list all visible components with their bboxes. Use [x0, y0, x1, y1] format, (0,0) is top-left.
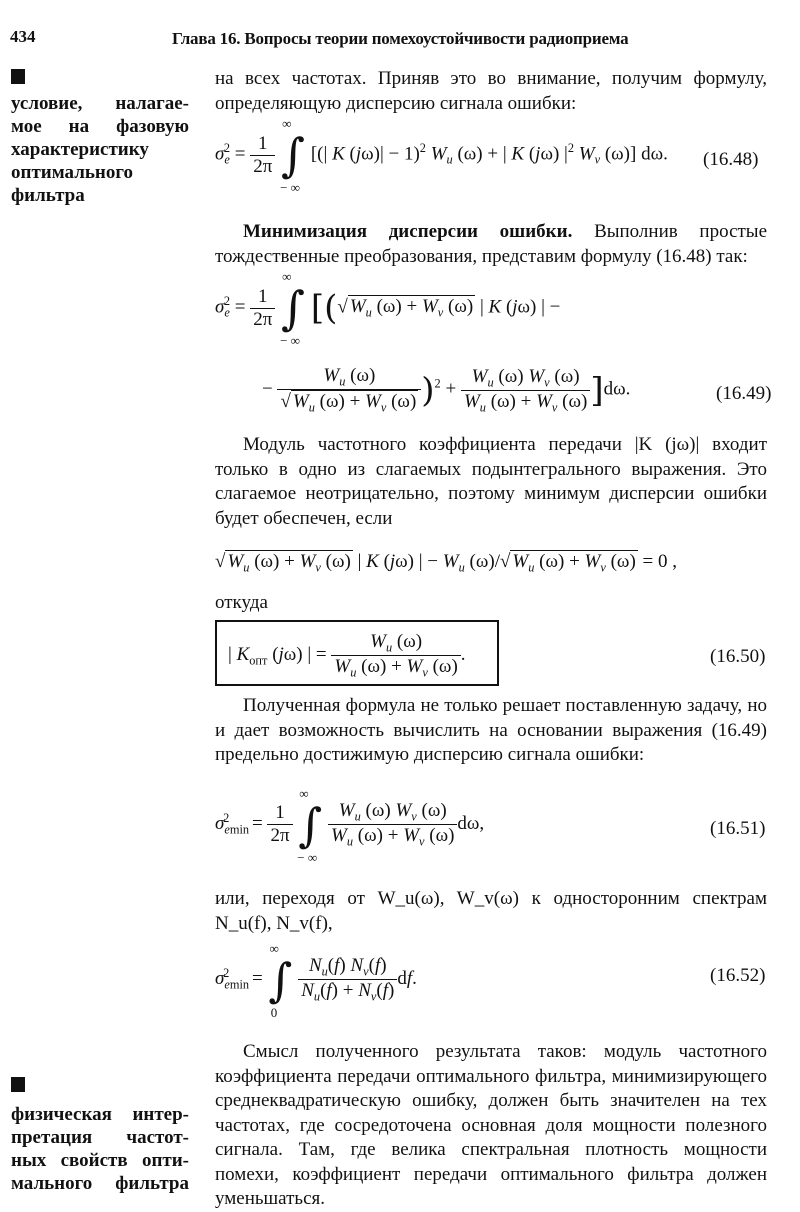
- running-title: Глава 16. Вопросы теории помехоустойчивости радиоприема: [172, 29, 629, 48]
- equation-16-51: $\sigma_{emin}^2$ = $\frac{1}{2\pi}$ ∞ ∫ − ∞ $\frac{W_u (\omega) W_v (\omega)}{W_u (\omega) + W_v (\omega)}$ dω,: [215, 785, 485, 865]
- page-number: 434: [10, 27, 36, 46]
- margin-note-line: физическая интер-: [11, 1104, 189, 1125]
- paragraph-result: Полученная формула не только решает поставленную задачу, но и дает возможность вычислить на основании выражения (16.49) предельно достижимую дисперсию сигнала ошибки:: [215, 695, 767, 765]
- margin-marker-square: [11, 1077, 25, 1092]
- margin-marker-square: [11, 69, 25, 84]
- margin-note-phase: [11, 92, 189, 207]
- equation-number: (16.48): [703, 149, 759, 170]
- text-line: или, переходя от W_u(ω), W_v(ω) к односторонним спектрам: [215, 888, 767, 909]
- equation-number: (16.50): [710, 646, 766, 667]
- paragraph-module: Модуль частотного коэффициента передачи |K (jω)| входит только в одно из слагаемых подынтегрального выражения. Это слагаемое неотрицательно, поэтому минимум дисперсии ошибки будет обеспечен, если: [215, 434, 767, 529]
- margin-note-line: мое на фазовую: [11, 116, 189, 137]
- equation-condition: √ $W_u$ $(\omega) + W_v$ (ω) | K (jω) | − $W_u$ (ω)/√ $W_u$ $(\omega) + W_v$ (ω) = 0 ,: [215, 551, 677, 575]
- equation-16-48: $\sigma_e^2$ = $\frac{1}{2\pi}$ ∞ ∫ − ∞ [(| K (jω)| − 1)$^2$ $W_u$ (ω) + | K (jω) $|^2$ $W_v$ (ω)] dω.: [215, 116, 668, 195]
- paragraph-text: Выполнив простые тождественные преобразования, представим формулу (16.48) так:: [215, 221, 768, 267]
- word-otkuda: откуда: [215, 592, 268, 613]
- text-line: на всех частотах. Приняв это во внимание, получим формулу,: [215, 68, 767, 89]
- margin-note-line: мального фильтра: [11, 1173, 189, 1194]
- paragraph-minimization: [215, 220, 767, 269]
- paragraph-meaning: Смысл полученного результата таков: модуль частотного коэффициента передачи оптимального фильтра, минимизирующего среднеквадратическую ошибку, должен быть значителен на тех частотах, где сосредоточена основная доля мощности полезного сигнала. Там, где велика спектральная плотность мощности помехи, коэффициент передачи оптимального фильтра должен уменьшаться.: [215, 1041, 767, 1209]
- margin-note-line: характеристику: [11, 139, 149, 160]
- equation-16-52: $\sigma_{emin}^2$ = ∞ ∫ 0 $\frac{N_u(f) N_v(f)}{N_u(f) + N_v(f)}$ df.: [215, 940, 417, 1020]
- equation-16-49-line1: $\sigma_e^2$ = $\frac{1}{2\pi}$ ∞ ∫ − ∞ [(√ $W_u$ $(\omega) + W_v$ (ω) | K (jω) | −: [215, 269, 561, 348]
- equation-number: (16.52): [710, 965, 766, 986]
- equation-number: (16.49): [716, 383, 772, 404]
- margin-note-physical: [11, 1103, 189, 1195]
- equation-16-49-line2: − $\frac{W_u (\omega)}{√ W_u (\omega) + W_v (\omega)}$ )$^2$ + $\frac{W_u (\omega) W_v (\omega)}{W_u (\omega) + W_v (\omega)}$ ]dω.: [262, 365, 631, 415]
- text-line: N_u(f), N_v(f),: [215, 912, 333, 934]
- margin-note-line: оптимального: [11, 162, 134, 183]
- paragraph-intro: [215, 67, 767, 116]
- section-heading: Минимизация дисперсии ошибки.: [243, 221, 573, 242]
- margin-note-line: претация частот-: [11, 1127, 189, 1148]
- margin-note-line: фильтра: [11, 185, 85, 206]
- equation-number: (16.51): [710, 818, 766, 839]
- equation-16-50: | $K_{опт}$ (jω) | = $\frac{W_u (\omega)}{W_u (\omega) + W_v (\omega)}$ .: [228, 631, 466, 680]
- margin-note-line: условие, налагае-: [11, 93, 189, 114]
- paragraph-one-sided: [215, 887, 767, 936]
- margin-note-line: ных свойств опти-: [11, 1150, 189, 1171]
- text-line: определяющую дисперсию сигнала ошибки:: [215, 92, 577, 114]
